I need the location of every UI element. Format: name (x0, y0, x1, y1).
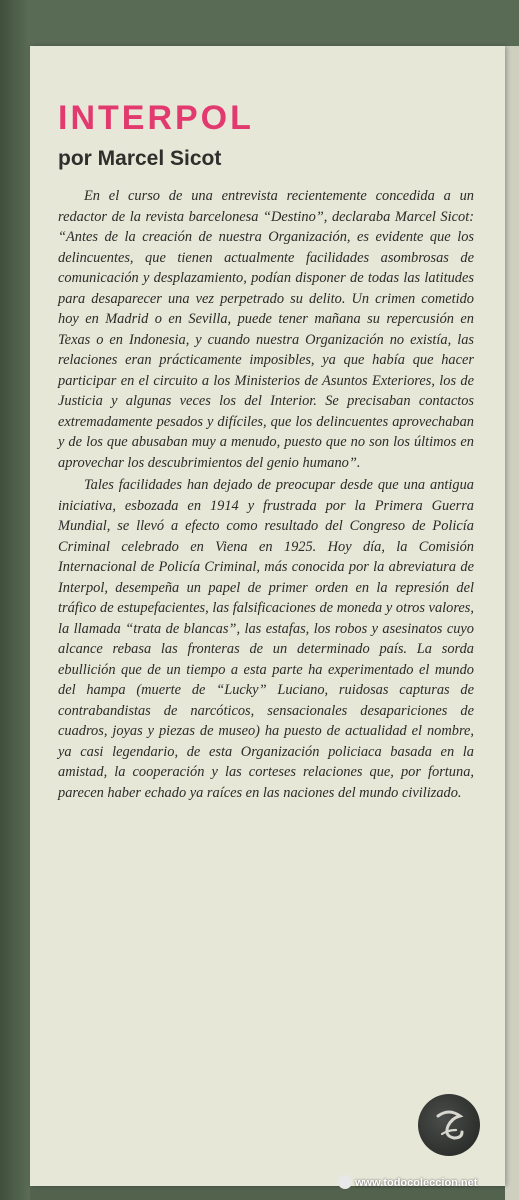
page-edge (505, 46, 519, 1200)
document-page (30, 46, 505, 1186)
watermark-text: www.todocoleccion.net (355, 1177, 478, 1189)
article-paragraph: En el curso de una entrevista recientemente concedida a un redactor de la revista barcelonesa “Destino”, declaraba Marcel Sicot: “Antes de la creación de nuestra Organización, es evidente que los delincuentes, que tienen actualmente facilidades asombrosas de comunicación y desplazamiento, podían disponer de todas las latitudes para desaparecer una vez perpetrado su delito. Un crimen cometido hoy en Madrid o en Sevilla, puede tener mañana su repercusión en Texas o en Indonesia, y cuando nuestra Organización no existía, las relaciones eran prácticamente imposibles, ya que había que hacer participar en el circuito a los Ministerios de Asuntos Exteriores, los de Justicia y algunas veces los del Interior. Se precisaban contactos extremadamente pesados y difíciles, que los delincuentes aprovechaban y de los que abusaban muy a menudo, puesto que no son los últimos en aprovechar los descubrimientos del genio humano”. (58, 188, 474, 471)
background-strip (0, 0, 30, 1200)
article-paragraph: Tales facilidades han dejado de preocupar desde que una antigua iniciativa, esbozada en 1914 y frustrada por la Primera Guerra Mundial, se llevó a efecto como resultado del Congreso de Policía Criminal celebrado en Viena en 1925. Hoy día, la Comisión Internacional de Policía Criminal, más conocida por la abreviatura de Interpol, desempeña un papel de primer orden en la represión del tráfico de estupefacientes, las falsificaciones de moneda y otros valores, la llamada “trata de blancas”, las estafas, los robos y asesinatos cuyo alcance rebasa las fronteras de un determinado país. La sorda ebullición que de un tiempo a esta parte ha experimentado el mundo del hampa (muerte de “Lucky” Luciano, ruidosas capturas de contrabandistas de narcóticos, sensacionales desapariciones de cuadros, joyas y piezas de museo) ha puesto de actualidad el nombre, ya casi legendario, de esta Organización policiaca basada en la amistad, la cooperación y las corteses relaciones que, por fortuna, parecen haber echado ya raíces en las naciones del mundo civilizado. (58, 477, 474, 801)
article-title: INTERPOL (58, 99, 254, 137)
watermark (338, 1172, 477, 1194)
todocoleccion-logo-icon (338, 1175, 352, 1189)
article-body (58, 186, 474, 805)
article-author: por Marcel Sicot (58, 147, 222, 170)
monogram-circle-icon (418, 1094, 480, 1156)
